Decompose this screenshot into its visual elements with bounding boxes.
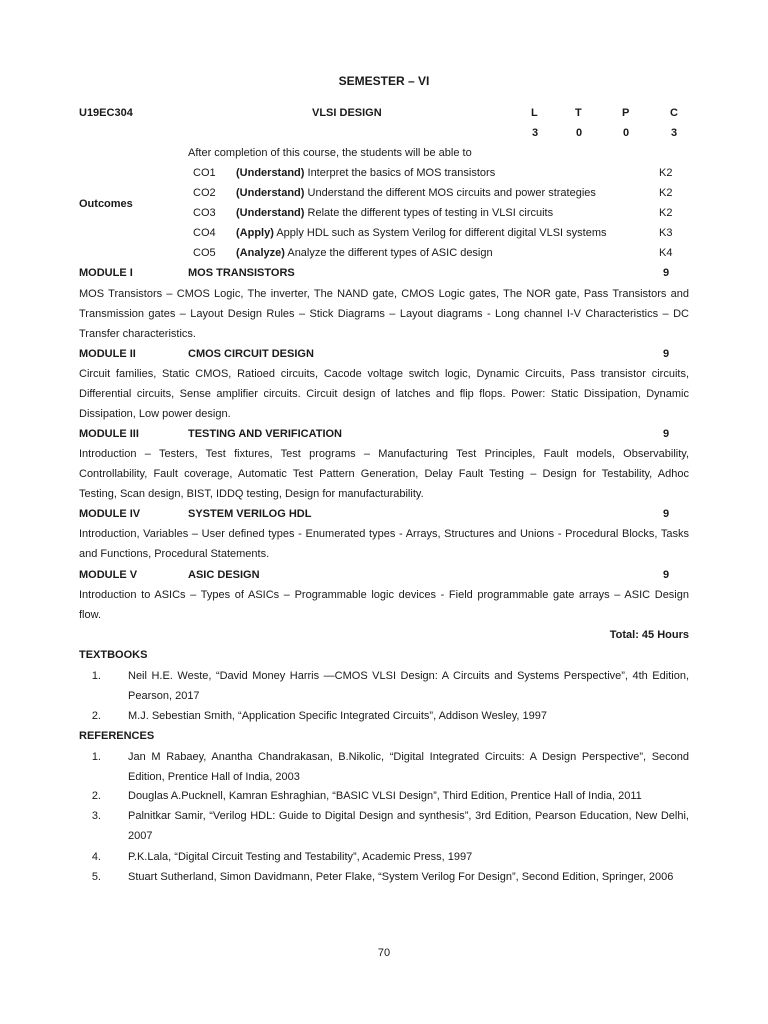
module-label: MODULE I bbox=[79, 267, 133, 279]
module-content bbox=[79, 444, 689, 504]
reference-number: 2. bbox=[91, 790, 101, 802]
ltpc-value-l: 3 bbox=[532, 127, 539, 139]
module-hours: 9 bbox=[663, 348, 670, 360]
module-content bbox=[79, 284, 689, 344]
ltpc-header-c: C bbox=[670, 107, 678, 119]
reference-line: Jan M Rabaey, Anantha Chandrakasan, B.Nikolic, “Digital Integrated Circuits: A Design Perspective”, Second bbox=[128, 751, 689, 763]
ltpc-header-l: L bbox=[531, 107, 538, 119]
reference-line: Palnitkar Samir, “Verilog HDL: Guide to Digital Design and synthesis”, 3rd Edition, Pearson Education, New Delhi, bbox=[128, 810, 689, 822]
module-content-line: and Functions, Procedural Statements. bbox=[79, 548, 270, 560]
module-hours: 9 bbox=[663, 508, 670, 520]
module-content-line: flow. bbox=[79, 609, 102, 621]
module-content bbox=[79, 364, 689, 424]
ltpc-value-c: 3 bbox=[671, 127, 678, 139]
reference-line: 2007 bbox=[128, 830, 153, 842]
reference-entry bbox=[128, 786, 689, 806]
textbook-entry bbox=[128, 706, 689, 726]
reference-entry bbox=[128, 867, 689, 887]
outcome-description: (Understand) Relate the different types of testing in VLSI circuits bbox=[236, 207, 554, 219]
outcomes-label: Outcomes bbox=[79, 198, 133, 210]
textbook-entry bbox=[128, 666, 689, 706]
outcome-code: CO3 bbox=[193, 207, 216, 219]
module-hours: 9 bbox=[663, 569, 670, 581]
outcome-level: K3 bbox=[659, 227, 673, 239]
module-hours: 9 bbox=[663, 267, 670, 279]
reference-number: 1. bbox=[91, 751, 101, 763]
outcome-description: (Understand) Interpret the basics of MOS transistors bbox=[236, 167, 496, 179]
module-content-line: Controllability, Fault coverage, Automatic Test Pattern Generation, Delay Fault Testing – Design for Testability, Adhoc bbox=[79, 468, 689, 480]
outcome-code: CO4 bbox=[193, 227, 216, 239]
reference-line: P.K.Lala, “Digital Circuit Testing and Testability”, Academic Press, 1997 bbox=[128, 851, 473, 863]
outcome-level: K2 bbox=[659, 167, 673, 179]
reference-number: 5. bbox=[91, 871, 101, 883]
module-content-line: Dissipation, Low power design. bbox=[79, 408, 231, 420]
module-content-line: Introduction – Testers, Test fixtures, Test programs – Manufacturing Test Principles, Fault models, Observability, bbox=[79, 448, 689, 460]
reference-entry bbox=[128, 806, 689, 846]
textbook-line: Pearson, 2017 bbox=[128, 690, 200, 702]
module-content-line: Introduction to ASICs – Types of ASICs – Programmable logic devices - Field programmable gate arrays – ASIC Design bbox=[79, 589, 689, 601]
module-content-line: Testing, Scan design, BIST, IDDQ testing, Design for manufacturability. bbox=[79, 488, 424, 500]
module-content bbox=[79, 524, 689, 564]
ltpc-header-p: P bbox=[622, 107, 630, 119]
textbook-line: Neil H.E. Weste, “David Money Harris —CMOS VLSI Design: A Circuits and Systems Perspective”, 4th Edition, bbox=[128, 670, 689, 682]
module-label: MODULE IV bbox=[79, 508, 141, 520]
module-title: SYSTEM VERILOG HDL bbox=[188, 508, 312, 520]
outcome-code: CO2 bbox=[193, 187, 216, 199]
module-content-line: Differential circuits, Sense amplifier circuits. Circuit design of latches and flip flops. Power: Static Dissipation, Dynamic bbox=[79, 388, 689, 400]
module-content-line: Circuit families, Static CMOS, Ratioed circuits, Cacode voltage switch logic, Dynamic Circuits, Pass transistor circuits, bbox=[79, 368, 689, 380]
module-hours: 9 bbox=[663, 428, 670, 440]
module-title: ASIC DESIGN bbox=[188, 569, 260, 581]
total-hours: Total: 45 Hours bbox=[609, 629, 689, 641]
reference-number: 3. bbox=[91, 810, 101, 822]
references-heading: REFERENCES bbox=[79, 730, 155, 742]
page-number: 70 bbox=[377, 947, 391, 959]
outcome-description: (Understand) Understand the different MOS circuits and power strategies bbox=[236, 187, 596, 199]
reference-line: Edition, Prentice Hall of India, 2003 bbox=[128, 771, 300, 783]
textbook-number: 1. bbox=[91, 670, 101, 682]
module-label: MODULE III bbox=[79, 428, 139, 440]
course-title: VLSI DESIGN bbox=[312, 107, 382, 119]
module-content bbox=[79, 585, 689, 625]
reference-line: Douglas A.Pucknell, Kamran Eshraghian, “BASIC VLSI Design”, Third Edition, Prentice Hall of India, 2011 bbox=[128, 790, 642, 802]
ltpc-value-p: 0 bbox=[623, 127, 630, 139]
module-title: TESTING AND VERIFICATION bbox=[188, 428, 342, 440]
outcome-level: K2 bbox=[659, 207, 673, 219]
outcome-description: (Apply) Apply HDL such as System Verilog for different digital VLSI systems bbox=[236, 227, 607, 239]
module-label: MODULE II bbox=[79, 348, 136, 360]
outcome-description: (Analyze) Analyze the different types of ASIC design bbox=[236, 247, 493, 259]
reference-entry bbox=[128, 847, 689, 867]
outcome-code: CO5 bbox=[193, 247, 216, 259]
module-content-line: MOS Transistors – CMOS Logic, The inverter, The NAND gate, CMOS Logic gates, The NOR gate, Pass Transistors and bbox=[79, 288, 689, 300]
outcome-code: CO1 bbox=[193, 167, 216, 179]
reference-entry bbox=[128, 747, 689, 787]
textbooks-heading: TEXTBOOKS bbox=[79, 649, 148, 661]
reference-line: Stuart Sutherland, Simon Davidmann, Peter Flake, “System Verilog For Design”, Second Edition, Springer, 2006 bbox=[128, 871, 674, 883]
semester-heading: SEMESTER – VI bbox=[338, 74, 430, 88]
outcome-level: K2 bbox=[659, 187, 673, 199]
module-content-line: Transfer characteristics. bbox=[79, 328, 196, 340]
module-title: MOS TRANSISTORS bbox=[188, 267, 295, 279]
module-label: MODULE V bbox=[79, 569, 138, 581]
ltpc-header-t: T bbox=[575, 107, 582, 119]
module-content-line: Introduction, Variables – User defined types - Enumerated types - Arrays, Structures and Unions - Procedural Blocks, Tasks bbox=[79, 528, 689, 540]
course-code: U19EC304 bbox=[79, 107, 133, 119]
textbook-number: 2. bbox=[91, 710, 101, 722]
module-title: CMOS CIRCUIT DESIGN bbox=[188, 348, 314, 360]
reference-number: 4. bbox=[91, 851, 101, 863]
outcome-level: K4 bbox=[659, 247, 673, 259]
module-content-line: Transmission gates – Layout Design Rules – Stick Diagrams – Layout diagrams - Long channel I-V Characteristics – DC bbox=[79, 308, 689, 320]
textbook-line: M.J. Sebestian Smith, “Application Specific Integrated Circuits”, Addison Wesley, 1997 bbox=[128, 710, 548, 722]
ltpc-value-t: 0 bbox=[576, 127, 583, 139]
outcomes-intro: After completion of this course, the students will be able to bbox=[188, 147, 472, 159]
